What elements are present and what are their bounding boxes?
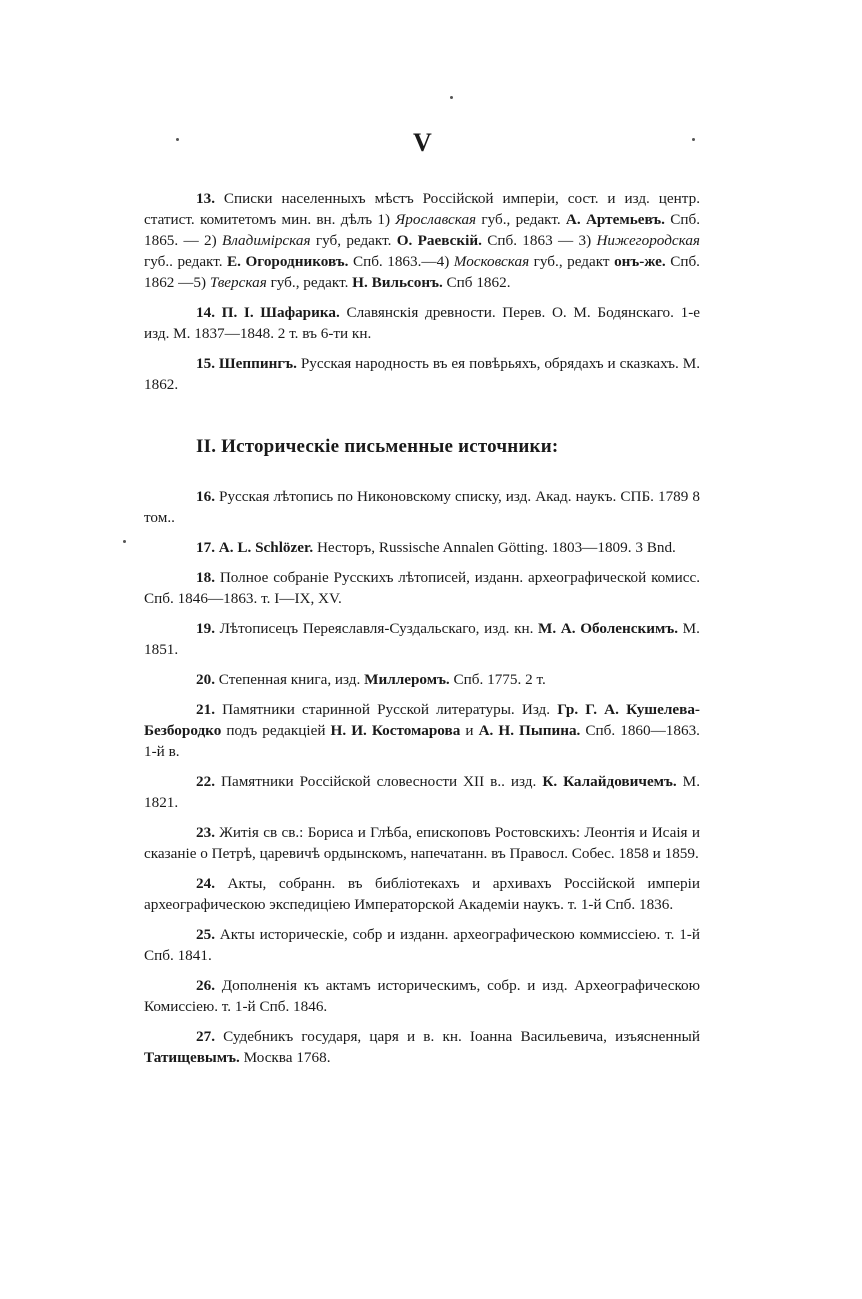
entry-number: 17. [196,539,215,556]
entry-text: А. Н. Пыпина. [478,722,581,739]
entry-text: Москва 1768. [239,1049,331,1066]
entry-text: Судебникъ государя, царя и в. кн. Іоанна Васильевича, изъясненный [214,1028,700,1045]
bibliography-entry [144,1026,700,1068]
entry-text: А. Артемьевъ. [565,211,665,228]
bibliography-entry [144,188,700,293]
entry-number: 13. [196,190,215,207]
entry-number: 22. [196,773,215,790]
entry-text: губ., редакт. [476,211,566,228]
entry-text: Н. И. Костомарова [330,722,461,739]
bibliography-list-bottom [144,486,700,1077]
entry-text: Русская народность въ ея повѣрьяхъ, обрядахъ и сказкахъ. М. 1862. [144,355,700,393]
entry-text: Ярославская [395,211,477,228]
bibliography-entry [144,669,700,690]
entry-number: 23. [196,824,215,841]
entry-text: Владимірская [221,232,311,249]
bibliography-entry [144,567,700,609]
bibliography-entry [144,618,700,660]
entry-text: Спб. 1863.—4) [348,253,454,270]
entry-text: Памятники Россійской словесности XII в.. изд. [214,773,543,790]
entry-text: Житія св св.: Бориса и Глѣба, епископовъ Ростовскихъ: Леонтія и Исаія и сказаніе о Петрѣ, царевичѣ ордынскомъ, напечатанн. въ Правосл. Собес. 1858 и 1859. [144,824,700,862]
entry-number: 14. [196,304,215,321]
entry-number: 24. [196,875,215,892]
entry-text: Списки населенныхъ мѣстъ Россійской имперіи, сост. и изд. центр. статист. комитетомъ мин. вн. дѣлъ 1) [144,190,700,228]
entry-text: Е. Огородниковъ. [227,253,349,270]
bibliography-entry [144,537,700,558]
entry-number: 27. [196,1028,215,1045]
entry-text: Тверская [209,274,267,291]
entry-number: 21. [196,701,215,718]
entry-text: Памятники старинной Русской литературы. Изд. [214,701,558,718]
entry-text: Спб. 1862 —5) [144,253,700,291]
entry-text: Спб 1862. [442,274,511,291]
entry-number: 26. [196,977,215,994]
bibliography-entry [144,353,700,395]
entry-text: губ., редакт [529,253,615,270]
bibliography-entry [144,924,700,966]
entry-text: Спб. 1775. 2 т. [449,671,546,688]
bibliography-entry [144,302,700,344]
entry-number: 19. [196,620,215,637]
entry-text: Н. Вильсонъ. [352,274,443,291]
entry-number: 25. [196,926,215,943]
entry-text: онъ-же. [614,253,666,270]
bibliography-entry [144,699,700,762]
entry-text: Акты историческіе, собр и изданн. археографическою коммиссіею. т. 1-й Спб. 1841. [144,926,700,964]
entry-text: Московская [453,253,530,270]
bibliography-entry [144,822,700,864]
entry-text [215,304,222,321]
entry-text: Полное собраніе Русскихъ лѣтописей, изданн. археографической комисс. Спб. 1846—1863. т. I—IX, XV. [144,569,700,607]
entry-text: губ.. редакт. [144,253,228,270]
entry-text: Спб. 1863 — 3) [481,232,597,249]
entry-text: М. 1821. [144,773,700,811]
entry-text: Шеппингъ. [218,355,297,372]
entry-text: О. Раевскій. [396,232,482,249]
entry-number: 16. [196,488,215,505]
bibliography-entry [144,771,700,813]
entry-text: Несторъ, Russische Annalen Götting. 1803—1809. 3 Bnd. [313,539,676,556]
entry-text: A. L. Schlözer. [218,539,314,556]
entry-text: Акты, собранн. въ библіотекахъ и архивахъ Россійской имперіи археографическою экспедиціею Императорской Академіи наукъ. т. 1-й Спб. 1836. [144,875,700,913]
entry-text: Лѣтописецъ Переяславля-Суздальскаго, изд. кн. [214,620,539,637]
entry-text: и [460,722,479,739]
entry-text: подъ редакціей [221,722,331,739]
scan-speck [450,96,453,99]
entry-text: М. А. Оболенскимъ. [538,620,679,637]
entry-text: Гр. Г. А. Кушелева-Безбородко [144,701,700,739]
scan-speck [123,540,126,543]
entry-text: Нижегородская [596,232,700,249]
bibliography-entry [144,975,700,1017]
entry-text: Татищевымъ. [144,1049,240,1066]
entry-text: К. Калайдовичемъ. [542,773,677,790]
scan-speck [176,138,179,141]
entry-text: Спб. 1865. — 2) [144,211,700,249]
entry-text: М. 1851. [144,620,700,658]
page-number: V [413,128,433,157]
entry-text: губ., редакт. [266,274,353,291]
section-heading: II. Историческіе письменные источники: [196,436,559,457]
entry-text: Дополненія къ актамъ историческимъ, собр. и изд. Археографическою Комиссіею. т. 1-й Спб. 1846. [144,977,700,1015]
entry-number: 20. [196,671,215,688]
bibliography-entry [144,873,700,915]
entry-text: губ, редакт. [310,232,397,249]
entry-text: Русская лѣтопись по Никоновскому списку, изд. Акад. наукъ. СПБ. 1789 8 том.. [144,488,700,526]
entry-text: Миллеромъ. [364,671,450,688]
entry-number: 18. [196,569,215,586]
entry-text: Славянскія древности. Перев. О. М. Бодянскаго. 1-е изд. М. 1837—1848. 2 т. въ 6-ти кн. [144,304,700,342]
bibliography-entry [144,486,700,528]
entry-number: 15. [196,355,215,372]
entry-text: П. І. Шафарика. [221,304,340,321]
bibliography-list-top [144,188,700,404]
scan-speck [692,138,695,141]
entry-text: Спб. 1860—1863. 1-й в. [144,722,700,760]
entry-text: Степенная книга, изд. [214,671,365,688]
